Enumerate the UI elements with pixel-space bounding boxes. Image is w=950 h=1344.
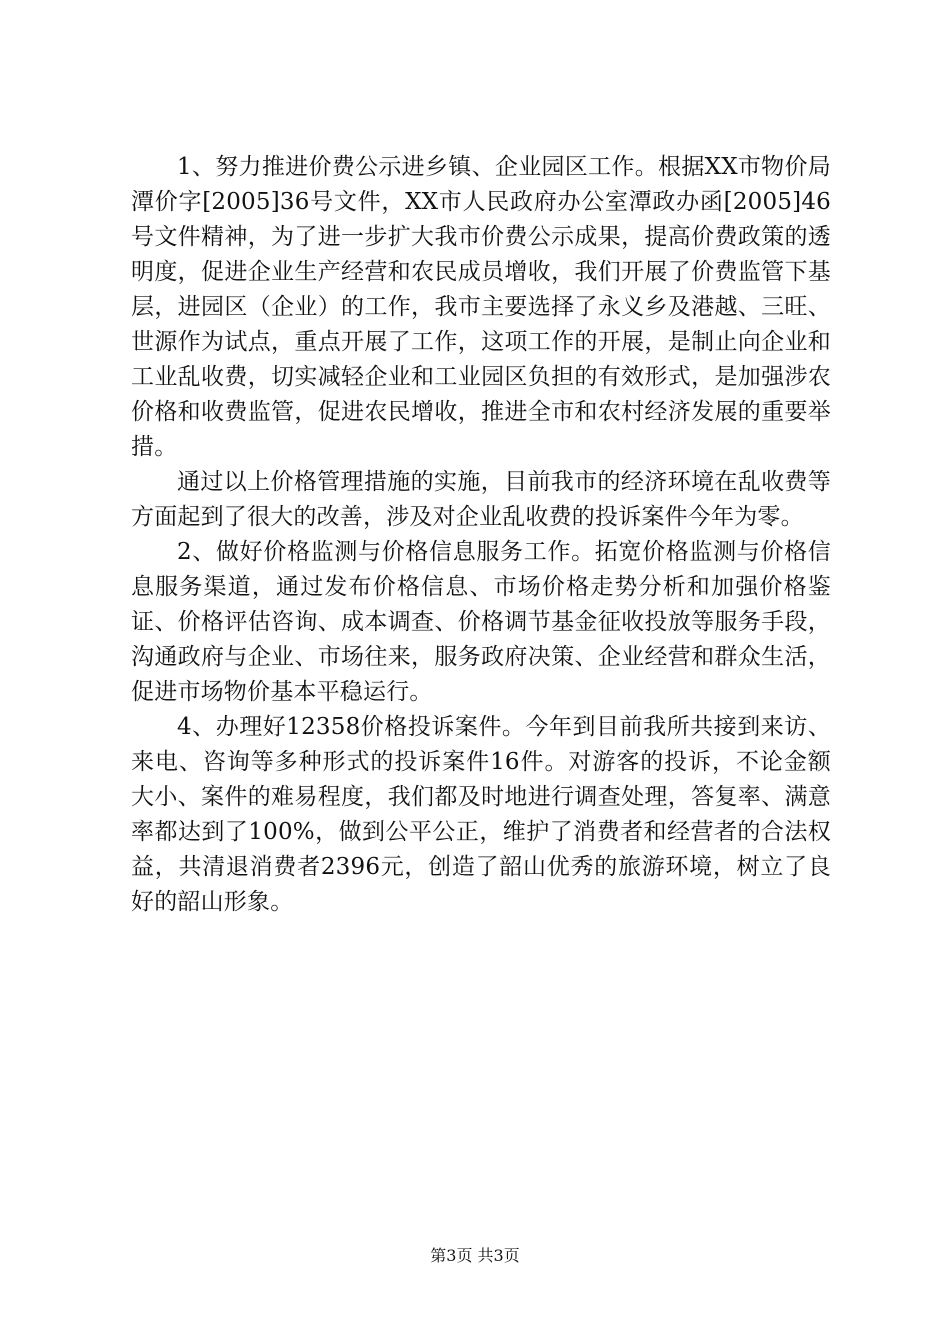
paragraph-2: 通过以上价格管理措施的实施，目前我市的经济环境在乱收费等方面起到了很大的改善，涉及对企业乱收费的投诉案件今年为零。 <box>131 469 831 530</box>
paragraph-3: 2、做好价格监测与价格信息服务工作。拓宽价格监测与价格信息服务渠道，通过发布价格信息、市场价格走势分析和加强价格鉴证、价格评估咨询、成本调查、价格调节基金征收投放等服务手段，沟通政府与企业、市场往来，服务政府决策、企业经营和群众生活，促进市场物价基本平稳运行。 <box>131 539 831 705</box>
paragraph-4: 4、办理好12358价格投诉案件。今年到目前我所共接到来访、来电、咨询等多种形式的投诉案件16件。对游客的投诉，不论金额大小、案件的难易程度，我们都及时地进行调查处理，答复率、满意率都达到了100%，做到公平公正，维护了消费者和经营者的合法权益，共清退消费者2396元，创造了韶山优秀的旅游环境，树立了良好的韶山形象。 <box>131 714 831 915</box>
document-body <box>131 150 831 920</box>
paragraph-1: 1、努力推进价费公示进乡镇、企业园区工作。根据XX市物价局潭价字[2005]36号文件，XX市人民政府办公室潭政办函[2005]46号文件精神，为了进一步扩大我市价费公示成果，提高价费政策的透明度，促进企业生产经营和农民成员增收，我们开展了价费监管下基层，进园区（企业）的工作，我市主要选择了永义乡及港越、三旺、世源作为试点，重点开展了工作，这项工作的开展，是制止向企业和工业乱收费，切实减轻企业和工业园区负担的有效形式，是加强涉农价格和收费监管，促进农民增收，推进全市和农村经济发展的重要举措。 <box>131 154 831 460</box>
page-number: 第3页 共3页 <box>430 1246 520 1265</box>
page-footer <box>0 1245 950 1267</box>
